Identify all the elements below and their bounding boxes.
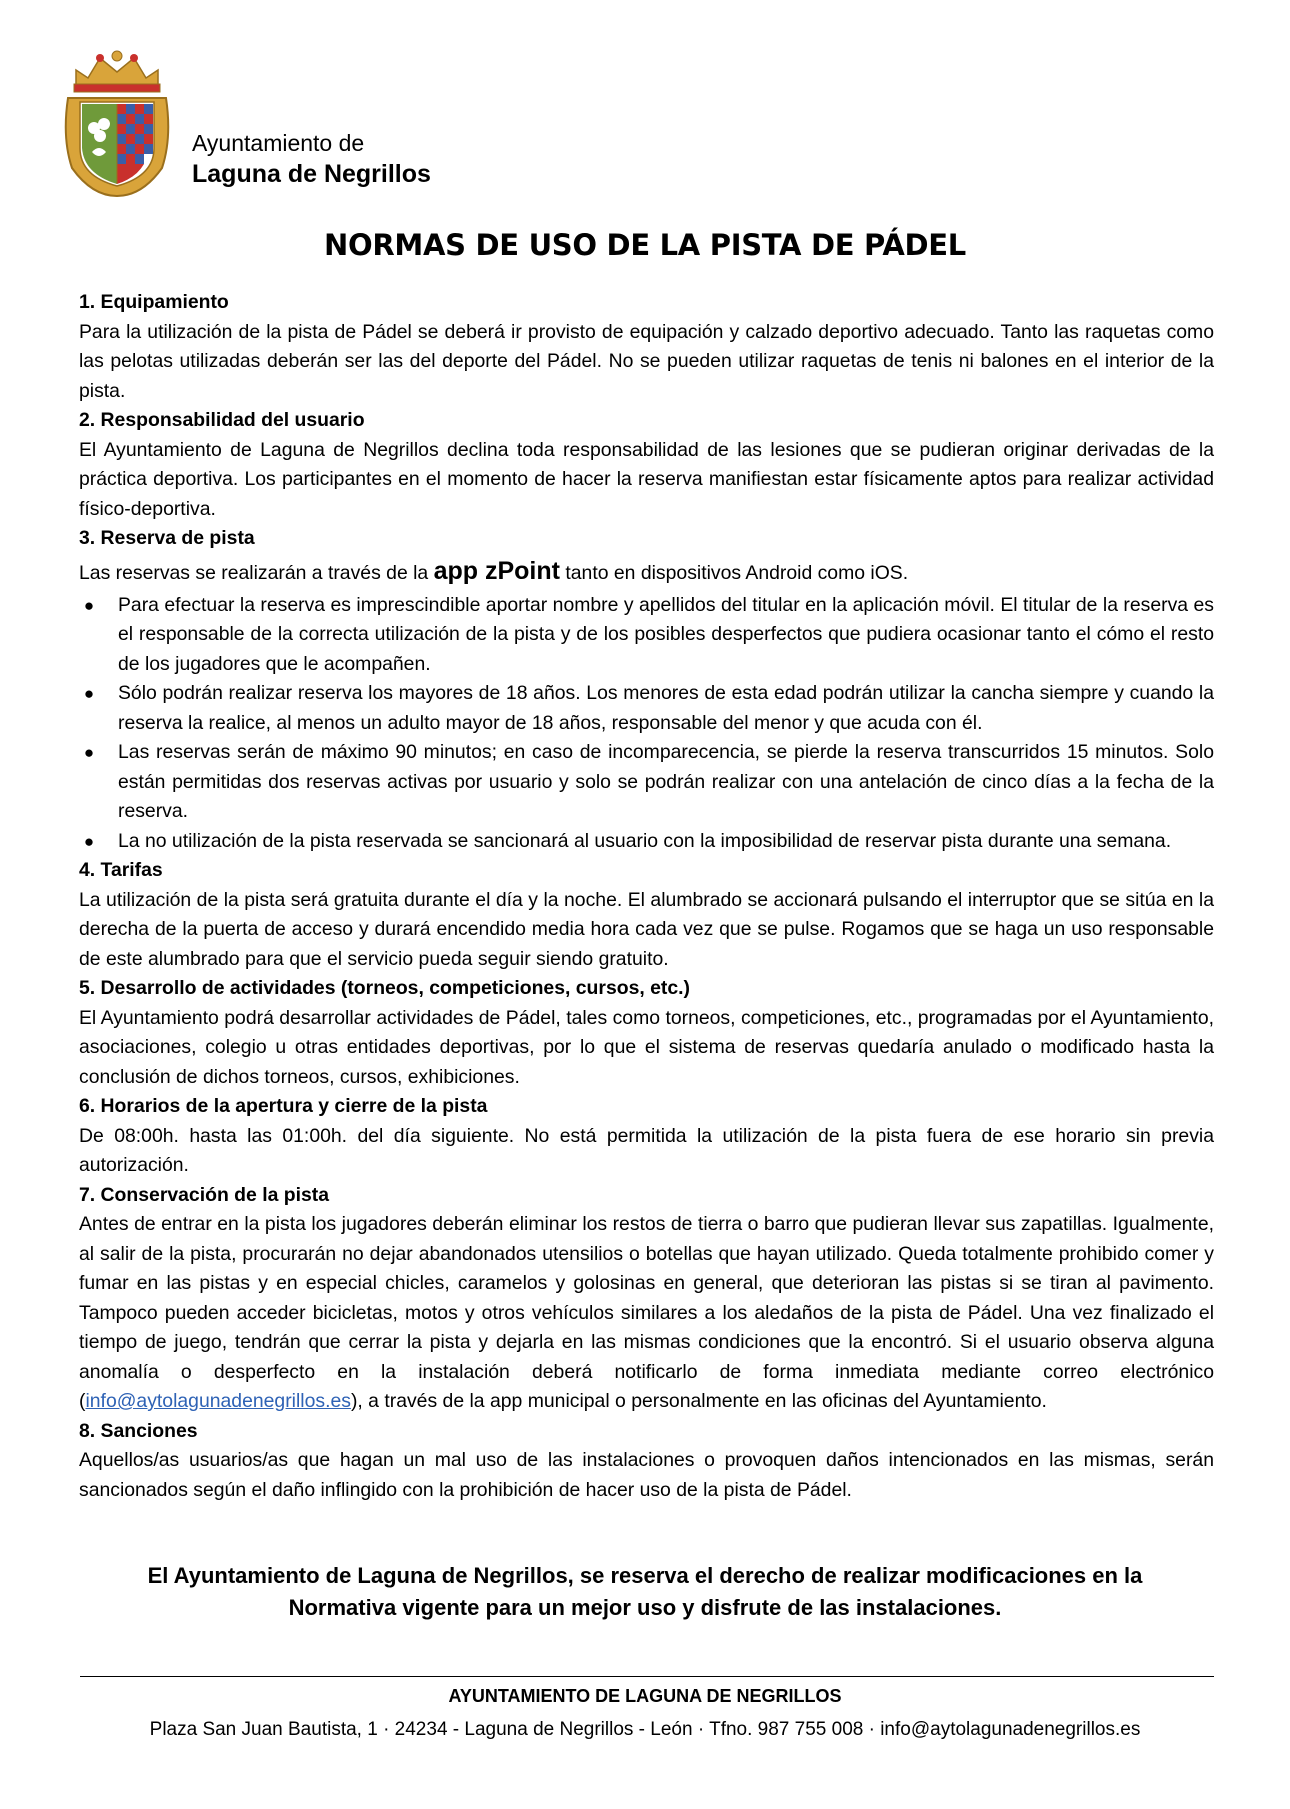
org-name-line2: Laguna de Negrillos xyxy=(192,160,431,188)
footer-divider xyxy=(80,1676,1214,1677)
letterhead xyxy=(62,48,662,198)
section-text-tarifas: La utilización de la pista será gratuita durante el día y la noche. El alumbrado se accionará pulsando el interruptor que se sitúa en la derecha de la puerta de acceso y durará encendido media hora cada vez que se pulse. Rogamos que se haga un uso responsable de este alumbrado para que el servicio pueda seguir siendo gratuito. xyxy=(79,888,1214,970)
section-text-equipamiento: Para la utilización de la pista de Pádel se deberá ir provisto de equipación y calzado deportivo adecuado. Tanto las raquetas como las pelotas utilizadas deberán ser las del deporte del Pádel. No se pueden utilizar raquetas de tenis ni balones en el interior de la pista. xyxy=(79,320,1214,402)
section-heading-tarifas: 4. Tarifas xyxy=(79,859,163,881)
section-text-actividades: El Ayuntamiento podrá desarrollar actividades de Pádel, tales como torneos, competiciones, etc., programadas por el Ayuntamiento, asociaciones, colegio u otras entidades deportivas, por lo que el sistema de reservas quedaría anulado o modificado hasta la conclusión de dichos torneos, cursos, exhibiciones. xyxy=(79,1006,1214,1088)
list-item-text: Sólo podrán realizar reserva los mayores de 18 años. Los menores de esta edad podrán utilizar la cancha siempre y cuando la reserva la realice, al menos un adulto mayor de 18 años, responsable del menor y que acuda con él. xyxy=(118,682,1214,734)
footer-address: Plaza San Juan Bautista, 1 · 24234 - Laguna de Negrillos - León · Tfno. 987 755 008 · info@aytolagunadenegrillos.es xyxy=(149,1719,1141,1740)
conservacion-text-after: ), a través de la app municipal o personalmente en las oficinas del Ayuntamiento. xyxy=(350,1390,1047,1412)
reserva-intro-after: tanto en dispositivos Android como iOS. xyxy=(559,561,909,584)
section-intro-reserva xyxy=(79,554,1214,591)
email-link[interactable]: info@aytolagunadenegrillos.es xyxy=(85,1390,351,1412)
document-body xyxy=(79,288,1214,1505)
section-heading-conservacion: 7. Conservación de la pista xyxy=(79,1183,330,1206)
section-heading-equipamiento: 1. Equipamiento xyxy=(79,291,229,313)
org-name-line1: Ayuntamiento de xyxy=(192,130,365,156)
app-name: app zPoint xyxy=(433,556,560,585)
section-heading-horarios: 6. Horarios de la apertura y cierre de la pista xyxy=(79,1095,488,1117)
list-item xyxy=(79,679,1214,738)
bullet-icon: ● xyxy=(83,743,95,762)
reserva-intro-before: Las reservas se realizarán a través de la xyxy=(79,561,434,584)
closing-statement: El Ayuntamiento de Laguna de Negrillos, se reserva el derecho de realizar modificaciones en la Normativa vigente para un mejor uso y disfrute de las instalaciones. xyxy=(147,1563,1143,1620)
section-heading-sanciones: 8. Sanciones xyxy=(79,1419,198,1442)
list-item-text: Las reservas serán de máximo 90 minutos; en caso de incomparecencia, se pierde la reserva transcurridos 15 minutos. Solo están permitidas dos reservas activas por usuario y solo se podrán realizar con una antelación de cinco días a la fecha de la reserva. xyxy=(118,741,1214,822)
footer-title: AYUNTAMIENTO DE LAGUNA DE NEGRILLOS xyxy=(448,1686,842,1706)
list-item-text: Para efectuar la reserva es imprescindible aportar nombre y apellidos del titular en la aplicación móvil. El titular de la reserva es el responsable de la correcta utilización de la pista y de los posibles desperfectos que pudiera ocasionar tanto el cómo el resto de los jugadores que le acompañen. xyxy=(118,593,1214,675)
conservacion-text-before: Antes de entrar en la pista los jugadores deberán eliminar los restos de tierra o barro que pudieran llevar sus zapatillas. Igualmente, al salir de la pista, procurarán no dejar abandonados utensilios o botellas que hayan utilizado. Queda totalmente prohibido comer y fumar en las pistas y en especial chicles, caramelos y golosinas en general, que deterioran las pistas si se tiran al pavimento. Tampoco pueden acceder bicicletas, motos y otros vehículos similares a los aledaños de la pista de Pádel. Una vez finalizado el tiempo de juego, tendrán que cerrar la pista y dejarla en las mismas condiciones que la encontró. Si el usuario observa alguna anomalía o desperfecto en la instalación deberá notificarlo de forma inmediata mediante correo electrónico ( xyxy=(79,1213,1214,1412)
bullet-icon: ● xyxy=(83,595,95,615)
list-item xyxy=(79,827,1214,857)
list-item-text: La no utilización de la pista reservada se sancionará al usuario con la imposibilidad de reservar pista durante una semana. xyxy=(118,829,1172,852)
list-item xyxy=(79,591,1214,680)
organization-name xyxy=(192,128,431,190)
section-text-sanciones: Aquellos/as usuarios/as que hagan un mal uso de las instalaciones o provoquen daños intencionados en las mismas, serán sancionados según el daño inflingido con la prohibición de hacer uso de la pista de Pádel. xyxy=(79,1449,1214,1501)
section-text-responsabilidad: El Ayuntamiento de Laguna de Negrillos declina toda responsabilidad de las lesiones que se pudieran originar derivadas de la práctica deportiva. Los participantes en el momento de hacer la reserva manifiestan estar físicamente aptos para realizar actividad físico-deportiva. xyxy=(79,438,1214,520)
section-heading-responsabilidad: 2. Responsabilidad del usuario xyxy=(79,409,365,431)
section-heading-reserva: 3. Reserva de pista xyxy=(79,527,255,549)
document-title: NORMAS DE USO DE LA PISTA DE PÁDEL xyxy=(324,228,966,262)
section-heading-actividades: 5. Desarrollo de actividades (torneos, competiciones, cursos, etc.) xyxy=(79,977,691,999)
section-text-conservacion xyxy=(79,1210,1214,1417)
reserva-rules-list xyxy=(79,591,1214,857)
list-item xyxy=(79,738,1214,827)
bullet-icon: ● xyxy=(83,831,95,851)
section-text-horarios: De 08:00h. hasta las 01:00h. del día siguiente. No está permitida la utilización de la pista fuera de ese horario sin previa autorización. xyxy=(79,1124,1214,1176)
bullet-icon: ● xyxy=(83,684,95,703)
coat-of-arms-icon xyxy=(62,48,172,198)
